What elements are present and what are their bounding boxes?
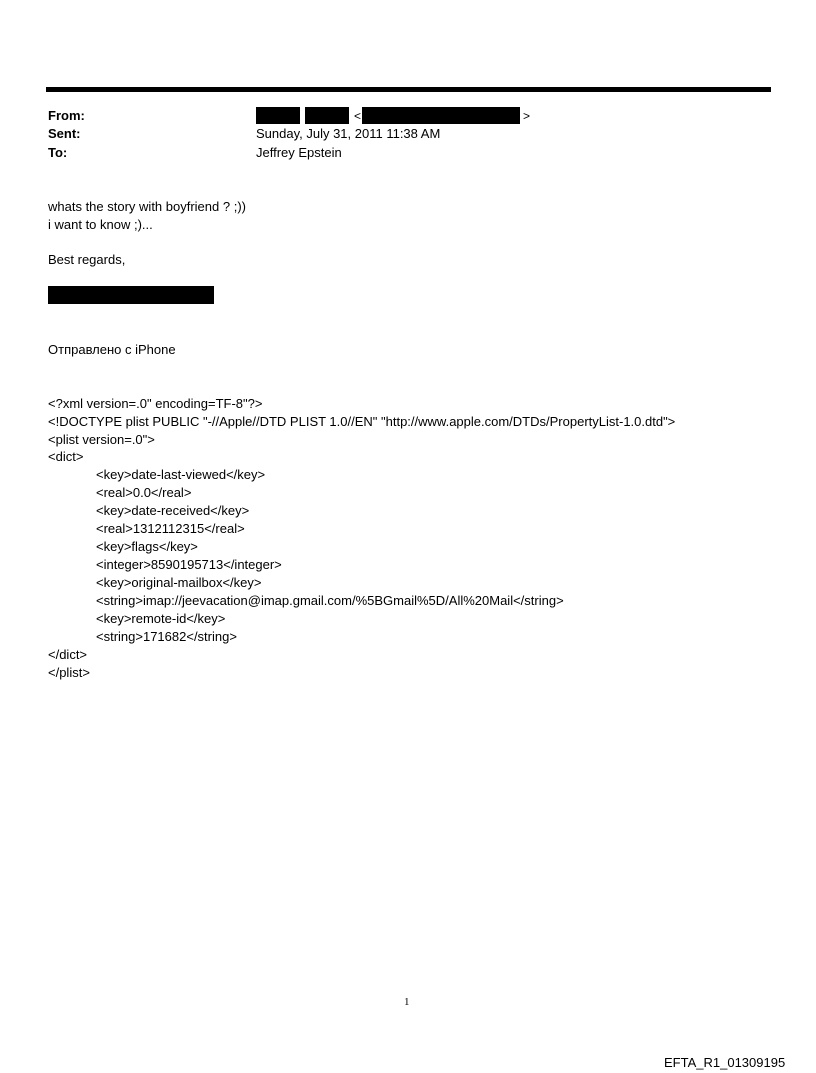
message-line-1: whats the story with boyfriend ? ;)) <box>48 199 246 214</box>
plist-entry: <real>1312112315</real> <box>96 521 245 536</box>
plist-entry: <key>flags</key> <box>96 539 198 554</box>
plist-dict-close: </dict> <box>48 647 88 662</box>
plist-dict-open: <dict> <box>48 449 84 464</box>
plist-doctype: <!DOCTYPE plist PUBLIC "-//Apple//DTD PLIST 1.0//EN" "http://www.apple.com/DTDs/PropertyList-1.0.dtd"> <box>48 414 676 429</box>
plist-entry: <key>date-last-viewed</key> <box>96 467 266 482</box>
redacted-sender-email <box>362 107 520 124</box>
sent-label: Sent: <box>48 126 81 141</box>
plist-entry: <key>date-received</key> <box>96 503 250 518</box>
to-label: To: <box>48 145 68 160</box>
plist-entry: <key>original-mailbox</key> <box>96 575 262 590</box>
header-rule <box>46 87 771 92</box>
plist-open-tag: <plist version=.0"> <box>48 432 155 447</box>
to-value: Jeffrey Epstein <box>256 145 342 160</box>
plist-xml-declaration: <?xml version=.0" encoding=TF-8"?> <box>48 396 263 411</box>
redacted-sender-first-name <box>256 107 300 124</box>
message-closing: Best regards, <box>48 252 126 267</box>
from-close-bracket: > <box>523 109 531 123</box>
from-label: From: <box>48 108 85 123</box>
page-number: 1 <box>404 996 410 1008</box>
plist-entry: <key>remote-id</key> <box>96 611 226 626</box>
plist-close-tag: </plist> <box>48 665 90 680</box>
plist-entry: <string>171682</string> <box>96 629 237 644</box>
message-line-2: i want to know ;)... <box>48 217 153 232</box>
plist-entry: <string>imap://jeevacation@imap.gmail.com/%5BGmail%5D/All%20Mail</string> <box>96 593 564 608</box>
redacted-sender-last-name <box>305 107 349 124</box>
plist-entry: <real>0.0</real> <box>96 485 192 500</box>
plist-entry: <integer>8590195713</integer> <box>96 557 282 572</box>
sent-value: Sunday, July 31, 2011 11:38 AM <box>256 126 441 141</box>
document-id: EFTA_R1_01309195 <box>664 1055 786 1070</box>
iphone-signature: Отправлено с iPhone <box>48 342 176 357</box>
redacted-signature <box>48 286 214 304</box>
from-open-bracket: < <box>354 109 362 123</box>
